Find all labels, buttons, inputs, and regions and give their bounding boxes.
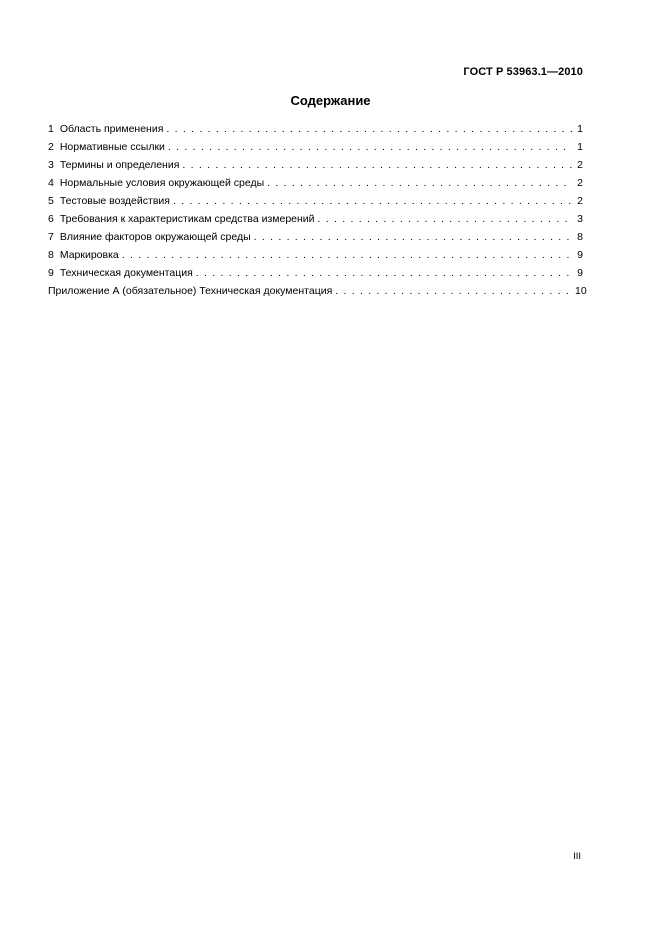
- toc-dot-leader: [267, 174, 572, 192]
- toc-entry-number: 9: [48, 267, 54, 279]
- toc-entry-page: 1: [577, 123, 583, 135]
- toc-entry-label: Нормальные условия окружающей среды: [59, 177, 265, 189]
- toc-entry-test-influences[interactable]: [48, 192, 583, 210]
- toc-entry-label: Тестовые воздействия: [59, 195, 170, 207]
- toc-entry-environmental-factors[interactable]: [48, 228, 583, 246]
- toc-entry-label: Влияние факторов окружающей среды: [59, 231, 251, 243]
- page-number: III: [573, 851, 581, 862]
- toc-entry-number: 2: [48, 141, 54, 153]
- toc-entry-scope[interactable]: [48, 120, 583, 138]
- toc-entry-page: 8: [577, 231, 583, 243]
- toc-entry-label: Область применения: [59, 123, 164, 135]
- toc-title: Содержание: [290, 93, 371, 108]
- toc-entry-number: 6: [48, 213, 54, 225]
- toc-entry-appendix-a[interactable]: [48, 282, 587, 300]
- toc-entry-number: 4: [48, 177, 54, 189]
- toc-dot-leader: [166, 120, 572, 138]
- table-of-contents: [48, 120, 587, 300]
- toc-entry-label: Требования к характеристикам средства измерений: [59, 213, 315, 225]
- toc-entry-number: 7: [48, 231, 54, 243]
- toc-entry-page: 9: [577, 267, 583, 279]
- toc-dot-leader: [318, 210, 572, 228]
- toc-entry-page: 2: [577, 159, 583, 171]
- toc-entry-page: 10: [575, 285, 587, 297]
- toc-dot-leader: [173, 192, 572, 210]
- toc-entry-number: 5: [48, 195, 54, 207]
- toc-entry-number: 1: [48, 123, 54, 135]
- toc-entry-label: Техническая документация: [59, 267, 193, 279]
- toc-entry-label: Маркировка: [59, 249, 119, 261]
- toc-entry-ambient-conditions[interactable]: [48, 174, 583, 192]
- toc-entry-page: 2: [577, 195, 583, 207]
- toc-entry-instrument-requirements[interactable]: [48, 210, 583, 228]
- toc-dot-leader: [168, 138, 572, 156]
- toc-dot-leader: [182, 156, 572, 174]
- toc-dot-leader: [335, 282, 572, 300]
- toc-entry-terms[interactable]: [48, 156, 583, 174]
- toc-entry-label: Приложение А (обязательное) Техническая документация: [48, 285, 333, 297]
- document-code: ГОСТ Р 53963.1—2010: [463, 66, 583, 78]
- toc-entry-label: Термины и определения: [59, 159, 180, 171]
- toc-entry-number: 8: [48, 249, 54, 261]
- toc-dot-leader: [122, 246, 572, 264]
- toc-entry-page: 9: [577, 249, 583, 261]
- toc-dot-leader: [254, 228, 572, 246]
- toc-entry-page: 3: [577, 213, 583, 225]
- toc-entry-marking[interactable]: [48, 246, 583, 264]
- toc-entry-technical-documentation[interactable]: [48, 264, 583, 282]
- toc-entry-normative-references[interactable]: [48, 138, 583, 156]
- toc-entry-label: Нормативные ссылки: [59, 141, 165, 153]
- toc-dot-leader: [196, 264, 572, 282]
- toc-entry-number: 3: [48, 159, 54, 171]
- toc-entry-page: 2: [577, 177, 583, 189]
- toc-entry-page: 1: [577, 141, 583, 153]
